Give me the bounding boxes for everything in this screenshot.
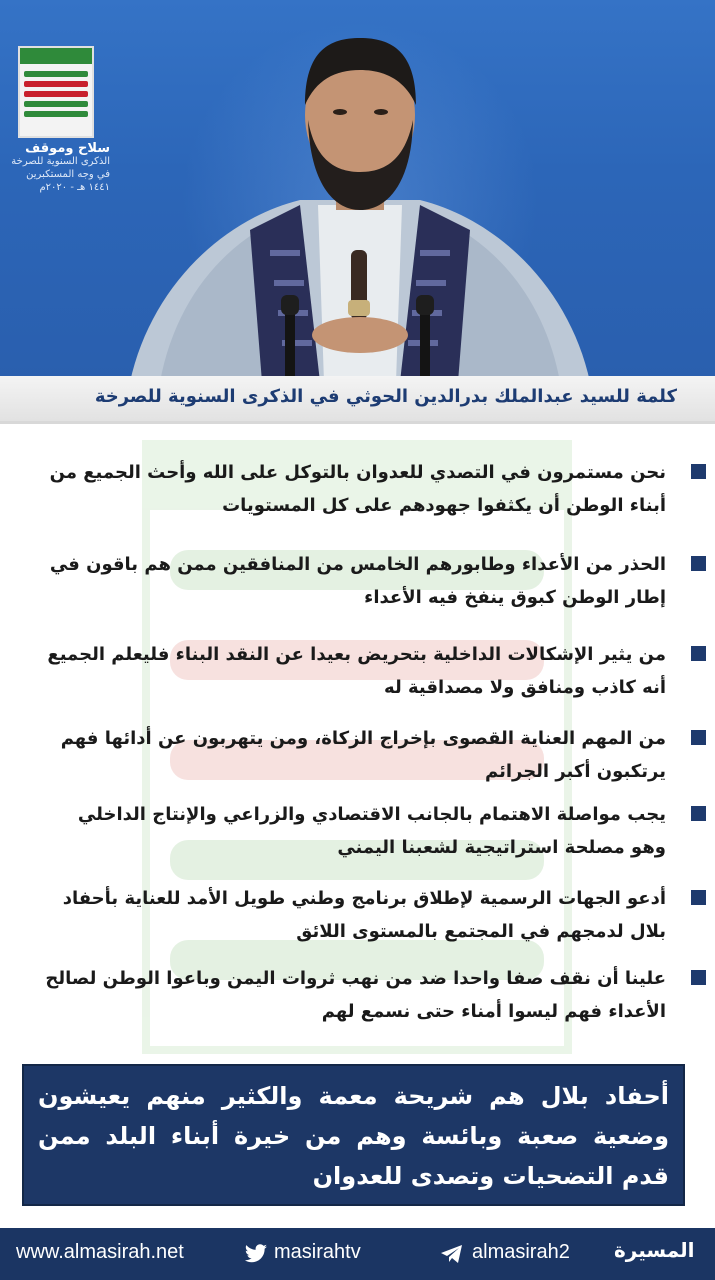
list-item bbox=[40, 882, 700, 948]
list-item bbox=[40, 722, 700, 788]
list-item bbox=[40, 456, 700, 522]
bullet-square-icon bbox=[691, 646, 706, 661]
list-item bbox=[40, 798, 700, 864]
anniversary-slogan bbox=[10, 142, 110, 194]
telegram-icon bbox=[440, 1244, 464, 1264]
list-item-text: أدعو الجهات الرسمية لإطلاق برنامج وطني طويل الأمد للعناية بأحفاد بلال لدمجهم في المجتمع بالمستوى اللائق bbox=[62, 888, 666, 942]
list-item-text: نحن مستمرون في التصدي للعدوان بالتوكل على الله وأحث الجميع من أبناء الوطن أن يكثفوا جهودهم على كل المستويات bbox=[49, 462, 666, 516]
quote-text: أحفاد بلال هم شريحة معمة والكثير منهم يعيشون وضعية صعبة وبائسة وهم من خيرة أبناء البلد ممن قدم التضحيات وتصدى للعدوان bbox=[38, 1082, 669, 1190]
bullet-square-icon bbox=[691, 970, 706, 985]
twitter-handle[interactable]: masirahtv bbox=[274, 1241, 361, 1263]
speaker-photo bbox=[0, 0, 715, 382]
slogan-sub2: في وجه المستكبرين bbox=[26, 169, 110, 180]
bullet-square-icon bbox=[691, 556, 706, 571]
list-item bbox=[40, 548, 700, 614]
title-bar bbox=[0, 376, 715, 424]
bullet-square-icon bbox=[691, 730, 706, 745]
bullet-square-icon bbox=[691, 806, 706, 821]
slogan-main: سلاح وموقف bbox=[25, 141, 110, 156]
list-item-text: من يثير الإشكالات الداخلية بتحريض بعيدا عن النقد البناء فليعلم الجميع أنه كاذب ومنافق ولا مصداقية له bbox=[47, 644, 666, 698]
footer-bar bbox=[0, 1228, 715, 1280]
list-item-text: علينا أن نقف صفا واحدا ضد من نهب ثروات اليمن وباعوا الوطن لصالح الأعداء فهم ليسوا أمناء حتى نسمع لهم bbox=[45, 968, 666, 1022]
slogan-sub1: الذكرى السنوية للصرخة bbox=[11, 156, 110, 167]
website-link[interactable]: www.almasirah.net bbox=[16, 1241, 184, 1263]
page-title: كلمة للسيد عبدالملك بدرالدين الحوثي في الذكرى السنوية للصرخة bbox=[94, 386, 677, 407]
list-item-text: الحذر من الأعداء وطابورهم الخامس من المنافقين ممن هم باقون في إطار الوطن كبوق ينفخ فيه الأعداء bbox=[49, 554, 666, 608]
bullet-square-icon bbox=[691, 890, 706, 905]
highlight-quote bbox=[22, 1064, 685, 1206]
twitter-icon bbox=[244, 1244, 268, 1264]
list-item-text: يجب مواصلة الاهتمام بالجانب الاقتصادي والزراعي والإنتاج الداخلي وهو مصلحة استراتيجية لشعبنا اليمني bbox=[77, 804, 666, 858]
almasirah-logo: المسيرة bbox=[614, 1238, 695, 1262]
telegram-handle[interactable]: almasirah2 bbox=[472, 1241, 570, 1263]
list-item-text: من المهم العناية القصوى بإخراج الزكاة، ومن يتهربون عن أدائها فهم يرتكبون أكبر الجرائم bbox=[60, 728, 666, 782]
slogan-year: ١٤٤١ هـ - ٢٠٢٠م bbox=[39, 182, 110, 193]
list-item bbox=[40, 638, 700, 704]
bullet-square-icon bbox=[691, 464, 706, 479]
slogan-emblem bbox=[18, 46, 94, 138]
list-item bbox=[40, 962, 700, 1028]
